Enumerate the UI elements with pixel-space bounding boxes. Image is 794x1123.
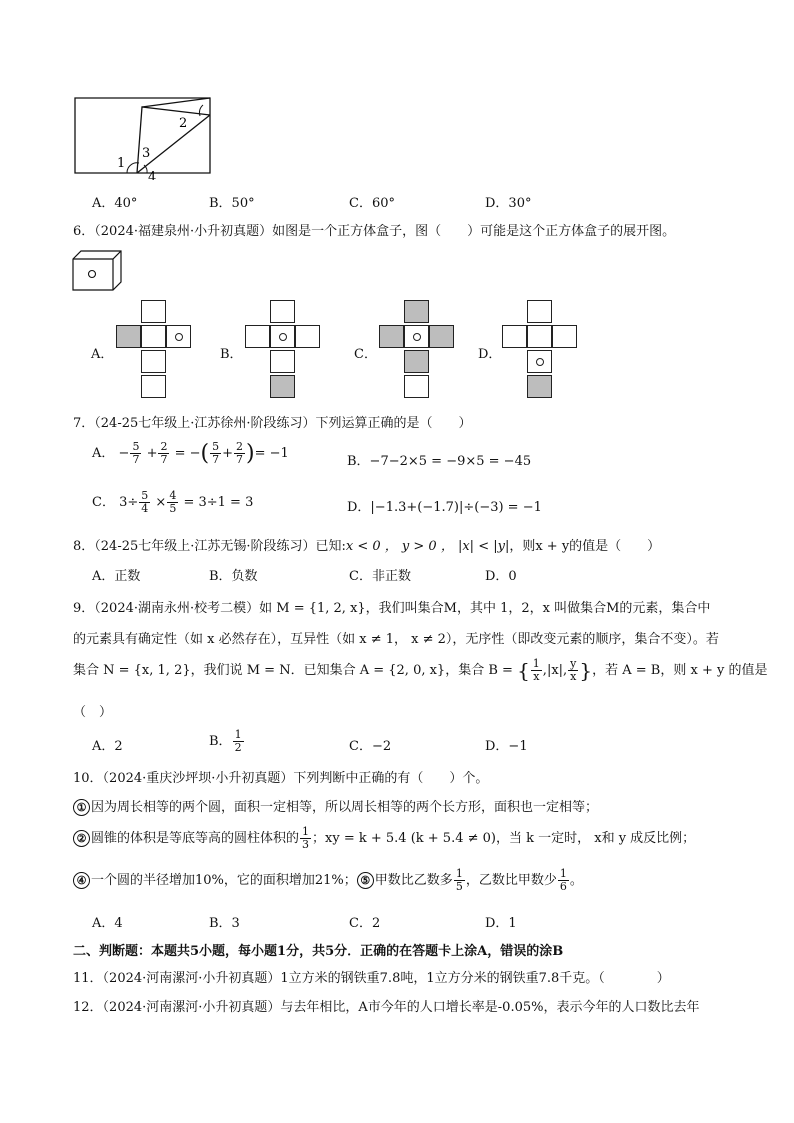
q9-line4: （ ） xyxy=(73,705,113,720)
q7-option-d: D．|−1.3+(−1.7)|÷(−3) = −1 xyxy=(347,500,542,515)
q9-line2: 的元素具有确定性（如 x 必然存在），互异性（如 x ≠ 1， x ≠ 2），无序性（即改变元素的顺序，集合不变）。若 xyxy=(73,632,719,647)
q9-option-b: B． $\frac{1}{2}$ xyxy=(209,728,242,754)
dot-icon xyxy=(536,358,544,366)
q7-option-c: C． 3÷ $\frac{5}{4}$ × $\frac{4}{5}$ = 3÷1 = 3 xyxy=(92,489,254,515)
q6-label-b: B． xyxy=(220,347,243,362)
q11-stem: 11．（2024·河南漯河·小升初真题）1立方米的钢铁重7.8吨，1立方分米的钢铁重7.8千克。（ ） xyxy=(73,971,670,986)
q5-angle-3: 3 xyxy=(142,146,151,161)
q12-stem: 12．（2024·河南漯河·小升初真题）与去年相比，A市今年的人口增长率是-0.05%，表示今年的人口数比去年 xyxy=(73,1000,700,1015)
q6-stem: 6．（2024·福建泉州·小升初真题）如图是一个正方体盒子，图（ ）可能是这个正方体盒子的展开图。 xyxy=(73,224,676,239)
dot-icon xyxy=(413,333,421,341)
q6-label-c: C． xyxy=(354,347,377,362)
q10-statement-1: ① 因为周长相等的两个圆，面积一定相等，所以周长相等的两个长方形，面积也一定相等； xyxy=(73,796,598,816)
q9-line1: 9．（2024·湖南永州·校考二模）如 M = {1, 2, x}，我们叫集合M，其中 1，2，x 叫做集合M的元素，集合中 xyxy=(73,601,711,616)
q9-option-a: A．2 xyxy=(92,739,123,754)
q10-option-d: D．1 xyxy=(485,916,517,931)
q5-option-c: C．60° xyxy=(349,196,395,211)
cube-figure xyxy=(72,250,124,292)
q7-option-a: A． − $\frac{5}{7}$ + $\frac{2}{7}$ = −( $\frac{5}{7}$ + $\frac{2}{7}$ )= −1 xyxy=(92,440,289,466)
section-heading: 二、判断题：本题共5小题，每小题1分，共5分．正确的在答题卡上涂A，错误的涂B xyxy=(73,944,564,959)
q9-line3: 集合 N = {x, 1, 2}，我们说 M = N．已知集合 A = {2, 0, x}，集合 B = { $\frac{1}{x}$ ,|x|, $\frac{y}{x}$ }，若 A = B，则 x + y 的值是 xyxy=(73,657,768,683)
dot-icon xyxy=(279,333,287,341)
q8-option-a: A．正数 xyxy=(92,569,141,584)
q8-option-d: D．0 xyxy=(485,569,517,584)
q5-figure xyxy=(70,95,215,180)
q10-option-c: C．2 xyxy=(349,916,381,931)
q7-stem: 7．（24-25七年级上·江苏徐州·阶段练习）下列运算正确的是（ ） xyxy=(73,416,472,431)
q10-statement-4-5: ④ 一个圆的半径增加10%，它的面积增加21%； ⑤ 甲数比乙数多 $\frac{1}{5}$ ，乙数比甲数少 $\frac{1}{6}$ 。 xyxy=(73,868,583,893)
dot-icon xyxy=(175,333,183,341)
q10-option-b: B．3 xyxy=(209,916,240,931)
q9-option-d: D．−1 xyxy=(485,739,528,754)
q10-statement-2-3: ② 圆锥的体积是等底等高的圆柱体积的 $\frac{1}{3}$ ；xy = k + 5.4 (k + 5.4 ≠ 0)，当 k 一定时， x和 y 成反比例； xyxy=(73,826,695,851)
q10-option-a: A．4 xyxy=(92,916,123,931)
q5-option-a: A．40° xyxy=(92,196,138,211)
q8-option-c: C．非正数 xyxy=(349,569,411,584)
q5-angle-4: 4 xyxy=(148,170,157,180)
q5-option-d: D．30° xyxy=(485,196,532,211)
q8-stem: 8．（24-25七年级上·江苏无锡·阶段练习）已知:x < 0 ， y > 0 ， |x| < |y|，则x + y的值是（ ） xyxy=(73,539,661,554)
q10-stem: 10．（2024·重庆沙坪坝·小升初真题）下列判断中正确的有（ ）个。 xyxy=(73,771,489,786)
q6-label-d: D． xyxy=(478,347,502,362)
q6-label-a: A． xyxy=(91,347,114,362)
q8-option-b: B．负数 xyxy=(209,569,258,584)
q5-angle-2: 2 xyxy=(179,116,188,131)
q9-option-c: C．−2 xyxy=(349,739,392,754)
q7-option-b: B．−7−2×5 = −9×5 = −45 xyxy=(347,454,532,469)
q5-angle-1: 1 xyxy=(117,156,126,171)
q5-option-b: B．50° xyxy=(209,196,255,211)
